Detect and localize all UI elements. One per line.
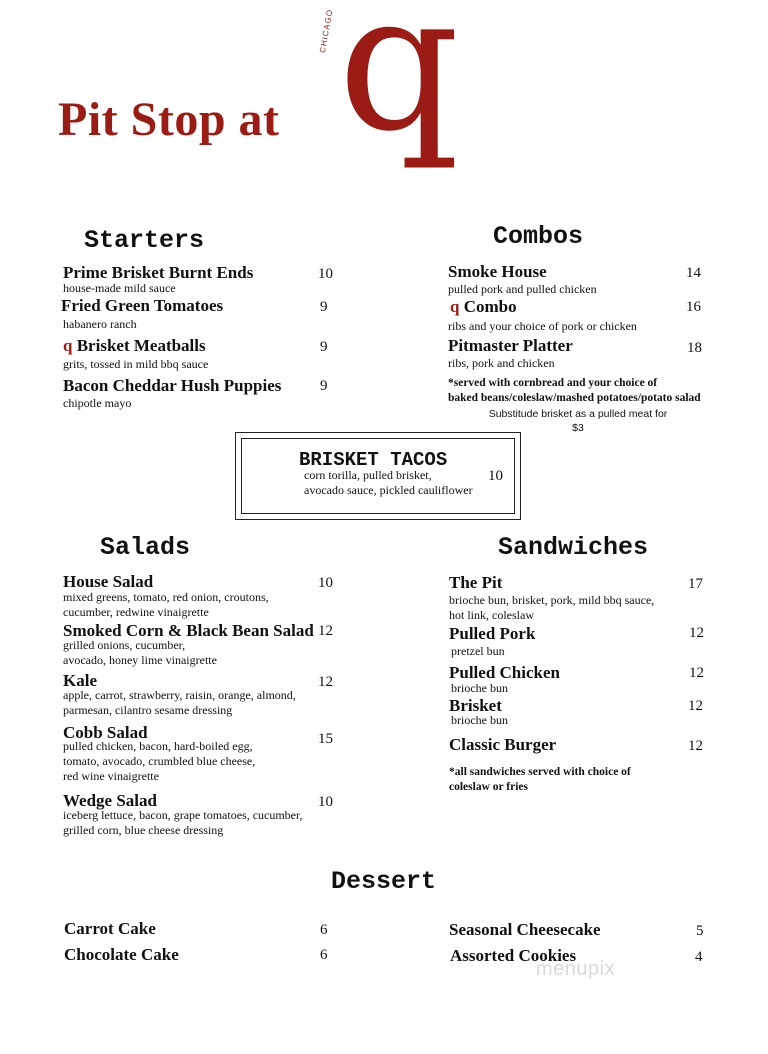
starter-item-desc: house-made mild sauce [63, 281, 176, 295]
sandwiches-note: coleslaw or fries [449, 781, 528, 793]
dessert-heading: Dessert [331, 867, 437, 896]
salad-item-name: Cobb Salad [63, 723, 148, 742]
sandwich-item-desc: brioche bun [451, 713, 508, 727]
page-title: Pit Stop at [58, 93, 280, 146]
combos-substitute-note: Substitude brisket as a pulled meat for [488, 408, 668, 420]
combo-item-desc: ribs and your choice of pork or chicken [448, 319, 637, 333]
starter-item-price: 9 [320, 299, 328, 315]
sandwich-item-price: 17 [688, 576, 703, 592]
combo-item-name-text: Combo [463, 297, 517, 316]
salads-heading: Salads [100, 533, 191, 562]
dessert-item-name: Chocolate Cake [64, 945, 179, 964]
dessert-item-name: Seasonal Cheesecake [449, 920, 601, 939]
tacos-desc: corn torilla, pulled brisket, [304, 468, 432, 482]
salad-item-desc: pulled chicken, bacon, hard-boiled egg, [63, 739, 253, 753]
logo-subtext: CHICAGO [318, 8, 335, 54]
q-logo-mark: q [63, 336, 73, 355]
starter-item-name [63, 337, 206, 355]
salad-item-name: Wedge Salad [63, 791, 157, 810]
salad-item-desc: iceberg lettuce, bacon, grape tomatoes, cucumber, [63, 808, 303, 822]
starter-item-name: Bacon Cheddar Hush Puppies [63, 376, 282, 395]
starter-item-price: 9 [320, 378, 328, 394]
combo-item-price: 14 [686, 265, 701, 281]
combos-note: *served with cornbread and your choice of [448, 377, 658, 389]
combos-note: baked beans/coleslaw/mashed potatoes/potato salad [448, 392, 701, 404]
logo-q: q [338, 0, 460, 173]
starter-item-price: 9 [320, 339, 328, 355]
sandwich-item-price: 12 [689, 625, 704, 641]
salad-item-desc: grilled corn, blue cheese dressing [63, 823, 224, 837]
salad-item-price: 12 [318, 623, 333, 639]
salad-item-price: 15 [318, 731, 333, 747]
salad-item-price: 10 [318, 575, 333, 591]
combo-item-name: Pitmaster Platter [448, 336, 573, 355]
sandwich-item-name: The Pit [449, 573, 503, 592]
salad-item-name: Kale [63, 671, 97, 690]
salad-item-desc: cucumber, redwine vinaigrette [63, 605, 209, 619]
dessert-item-price: 6 [320, 947, 328, 963]
salad-item-price: 10 [318, 794, 333, 810]
sandwich-item-name: Pulled Chicken [449, 663, 560, 682]
starter-item-price: 10 [318, 266, 333, 282]
sandwich-item-name: Brisket [449, 696, 502, 715]
sandwich-item-name: Pulled Pork [449, 624, 536, 643]
starter-item-name-text: Brisket Meatballs [76, 336, 206, 355]
sandwiches-note: *all sandwiches served with choice of [449, 766, 631, 778]
starter-item-desc: chipotle mayo [63, 396, 132, 410]
combos-substitute-price: $3 [572, 422, 584, 434]
starters-heading: Starters [84, 226, 205, 255]
salad-item-name: Smoked Corn & Black Bean Salad [63, 621, 314, 640]
sandwich-item-price: 12 [688, 738, 703, 754]
salad-item-name: House Salad [63, 572, 154, 591]
sandwich-item-desc: pretzel bun [451, 644, 505, 658]
watermark: menupix [536, 958, 616, 980]
dessert-item-price: 4 [695, 949, 703, 965]
sandwiches-heading: Sandwiches [498, 533, 649, 562]
combo-item-desc: ribs, pork and chicken [448, 356, 555, 370]
combo-item-price: 16 [686, 299, 701, 315]
dessert-item-price: 5 [696, 923, 704, 939]
salad-item-desc: tomato, avocado, crumbled blue cheese, [63, 754, 256, 768]
tacos-name: BRISKET TACOS [299, 449, 448, 471]
sandwich-item-price: 12 [689, 665, 704, 681]
sandwich-item-desc: hot link, coleslaw [449, 608, 534, 622]
tacos-price: 10 [488, 468, 503, 484]
salad-item-desc: parmesan, cilantro sesame dressing [63, 703, 233, 717]
sandwich-item-desc: brioche bun, brisket, pork, mild bbq sauce, [449, 593, 655, 607]
tacos-desc: avocado sauce, pickled cauliflower [304, 483, 473, 497]
q-logo-mark: q [450, 297, 460, 316]
salad-item-desc: red wine vinaigrette [63, 769, 159, 783]
dessert-item-name: Carrot Cake [64, 919, 156, 938]
salad-item-desc: avocado, honey lime vinaigrette [63, 653, 217, 667]
salad-item-desc: grilled onions, cucumber, [63, 638, 186, 652]
combo-item-desc: pulled pork and pulled chicken [448, 282, 597, 296]
combo-item-name [450, 298, 517, 316]
salad-item-desc: apple, carrot, strawberry, raisin, orange, almond, [63, 688, 296, 702]
starter-item-desc: habanero ranch [63, 317, 137, 331]
combos-heading: Combos [493, 222, 584, 251]
starter-item-name: Fried Green Tomatoes [61, 296, 224, 315]
sandwich-item-price: 12 [688, 698, 703, 714]
sandwich-item-desc: brioche bun [451, 681, 508, 695]
sandwich-item-name: Classic Burger [449, 735, 557, 754]
combo-item-price: 18 [687, 340, 702, 356]
dessert-item-price: 6 [320, 922, 328, 938]
combo-item-name: Smoke House [448, 262, 547, 281]
salad-item-desc: mixed greens, tomato, red onion, croutons, [63, 590, 269, 604]
dessert-item-name: Assorted Cookies [450, 946, 577, 965]
salad-item-price: 12 [318, 674, 333, 690]
starter-item-desc: grits, tossed in mild bbq sauce [63, 357, 209, 371]
starter-item-name: Prime Brisket Burnt Ends [63, 263, 254, 282]
